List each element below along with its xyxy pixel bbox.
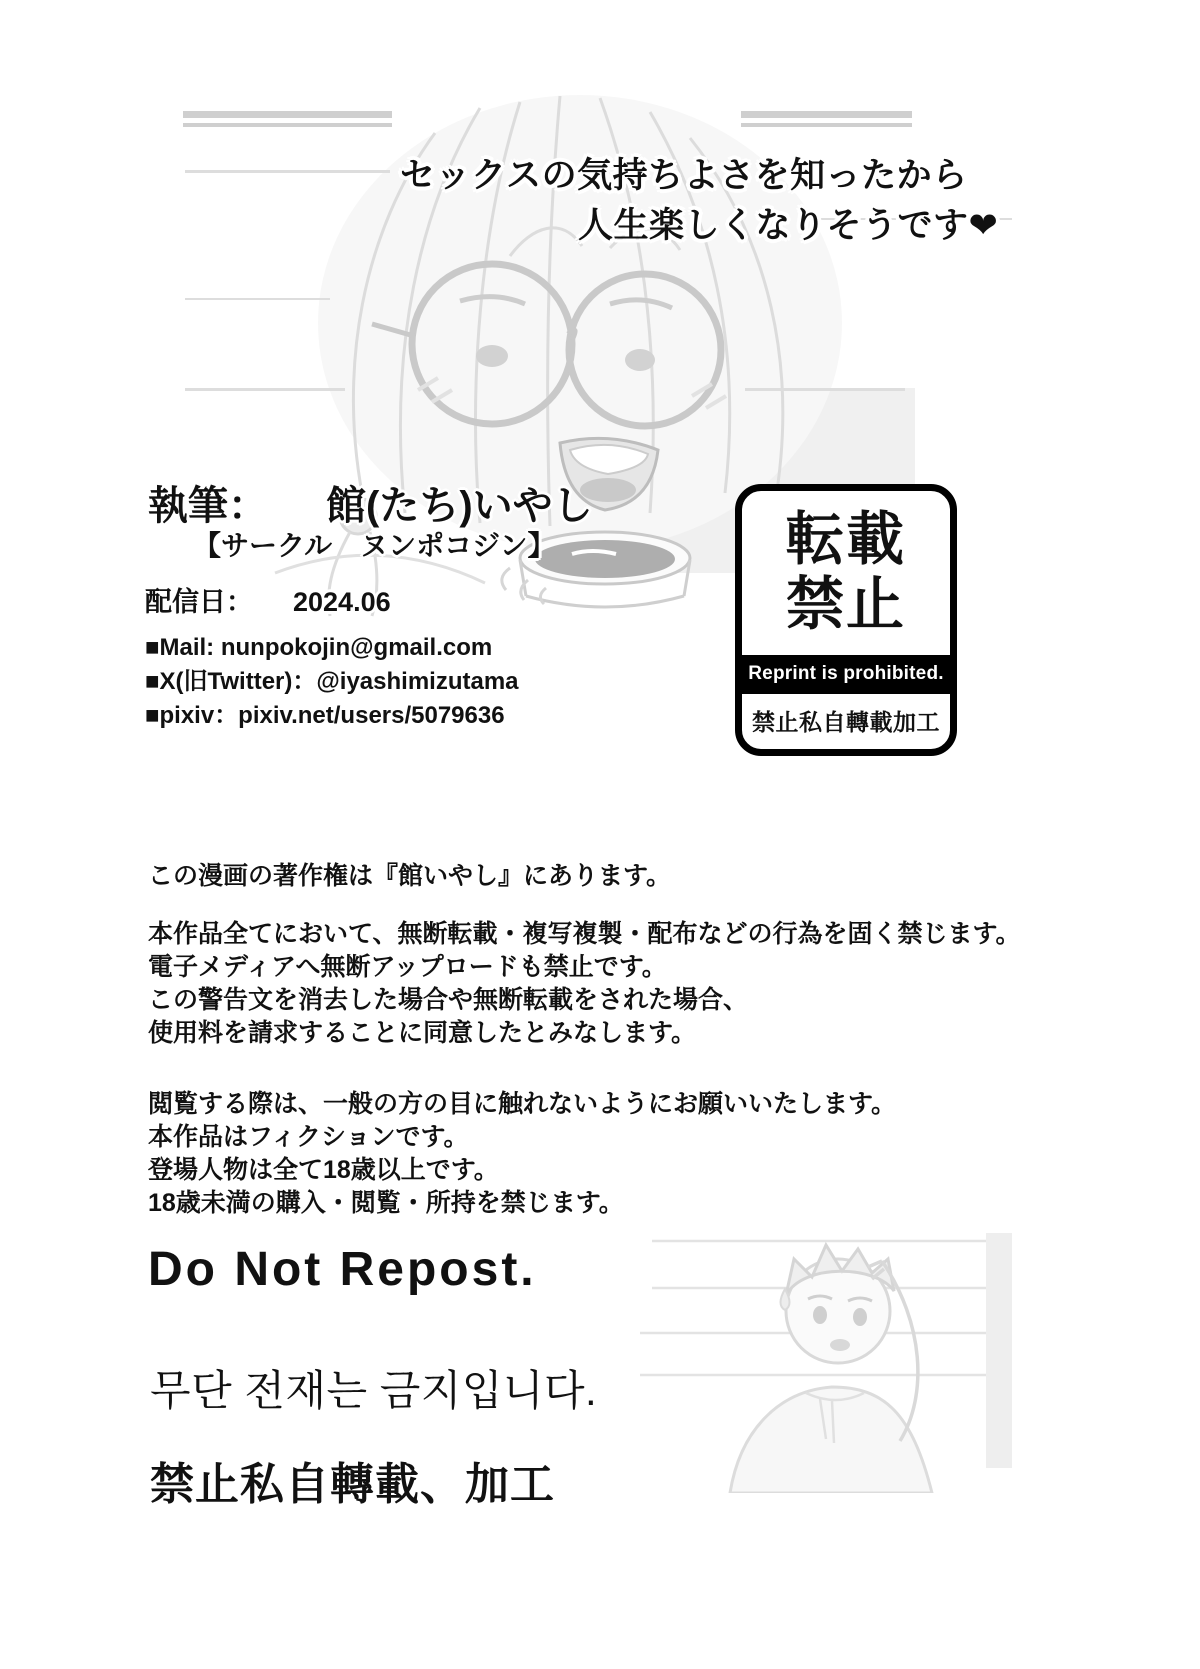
panel-line xyxy=(185,388,345,391)
contact-x-twitter: ■X(旧Twitter)：@iyashimizutama xyxy=(145,668,519,695)
panel-line xyxy=(185,298,330,300)
do-not-repost-korean: 무단 전재는 금지입니다. xyxy=(150,1367,598,1414)
notice-line: この警告文を消去した場合や無断転載をされた場合、 xyxy=(148,986,749,1014)
panel-line xyxy=(741,111,912,118)
do-not-repost-english: Do Not Repost. xyxy=(148,1243,537,1296)
catchphrase-line-1: セックスの気持ちよさを知ったから xyxy=(400,156,968,195)
circle-name: 【サークル ヌンポコジン】 xyxy=(193,530,556,561)
notice-line: 閲覧する際は、一般の方の目に触れないようにお願いいたします。 xyxy=(148,1090,897,1118)
panel-line xyxy=(745,388,905,391)
stamp-english-strip: Reprint is prohibited. xyxy=(742,655,950,694)
do-not-repost-chinese: 禁止私自轉載、加工 xyxy=(150,1460,555,1509)
notice-line: 本作品全てにおいて、無断転載・複写複製・配布などの行為を固く禁じます。 xyxy=(148,920,1021,948)
panel-line xyxy=(185,170,390,173)
reprint-prohibited-stamp xyxy=(735,484,957,756)
notice-line: 登場人物は全て18歳以上です。 xyxy=(148,1156,499,1184)
stamp-kanji-line-1: 転載 xyxy=(785,507,906,573)
contact-pixiv: ■pixiv：pixiv.net/users/5079636 xyxy=(145,702,505,729)
copyright-line: この漫画の著作権は『館いやし』にあります。 xyxy=(148,862,672,890)
panel-line xyxy=(183,111,392,118)
author-credit xyxy=(148,474,593,531)
release-date-row xyxy=(145,580,391,619)
panel-line xyxy=(741,123,912,127)
stamp-kanji-line-2: 禁止 xyxy=(785,572,906,637)
stamp-kanji xyxy=(742,491,950,655)
release-date-value: 2024.06 xyxy=(293,587,391,617)
notice-paragraph-2 xyxy=(148,1088,896,1220)
author-label: 執筆： xyxy=(148,484,268,528)
notice-line: 本作品はフィクションです。 xyxy=(148,1123,469,1151)
panel-line xyxy=(183,123,392,127)
notice-line: 電子メディアへ無断アップロードも禁止です。 xyxy=(148,953,667,981)
author-name: 館(たち)いやし xyxy=(326,484,593,528)
notice-paragraph-1 xyxy=(148,918,1021,1050)
release-date-label: 配信日： xyxy=(145,587,253,617)
contact-mail: ■Mail: nunpokojin@gmail.com xyxy=(145,634,493,661)
contact-list xyxy=(145,631,519,733)
catchphrase-line-2: 人生楽しくなりそうです❤ xyxy=(578,206,999,245)
notice-line: 18歳未満の購入・閲覧・所持を禁じます。 xyxy=(148,1189,624,1217)
faded-boy-artwork xyxy=(580,1203,1012,1493)
notice-line: 使用料を請求することに同意したとみなします。 xyxy=(148,1019,697,1047)
stamp-chinese-line: 禁止私自轉載加工 xyxy=(752,709,940,735)
